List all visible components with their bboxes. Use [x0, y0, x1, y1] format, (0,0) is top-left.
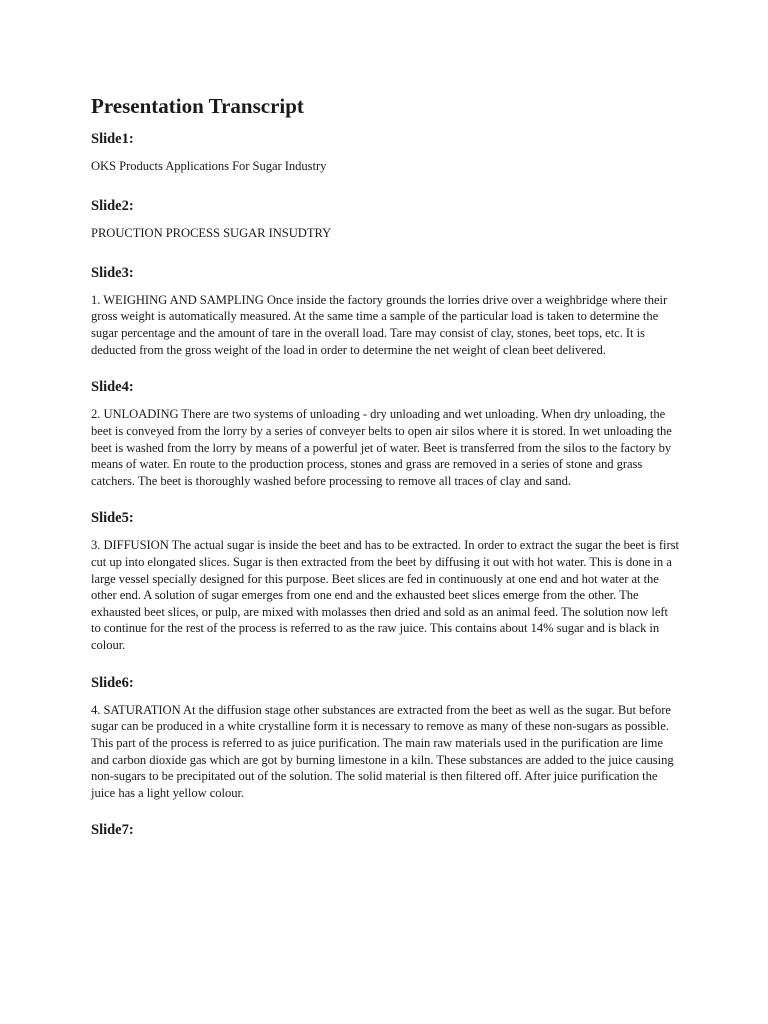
transcript-page: [91, 93, 679, 849]
slide-text: 3. DIFFUSION The actual sugar is inside the beet and has to be extracted. In order to extract the sugar the beet is first cut up into elongated slices. Sugar is then extracted from the beet by diffusing it out with hot water. This is done in a large vessel specially designed for this purpose. Beet slices are fed in continuously at one end and hot water at the other end. A solution of sugar emerges from one end and the exhausted beet slices emerge from the other. The exhausted beet slices, or pulp, are mixed with molasses then dried and sold as an animal feed. The solution now left to continue for the rest of the process is referred to as the raw juice. This contains about 14% sugar and is black in colour.: [91, 538, 679, 653]
slide-section-4: [91, 378, 679, 489]
slide-heading: Slide4:: [91, 379, 134, 396]
slide-text: 2. UNLOADING There are two systems of unloading - dry unloading and wet unloading. When dry unloading, the beet is conveyed from the lorry by a series of conveyer belts to open air silos where it is stored. In wet unloading the beet is washed from the lorry by means of a powerful jet of water. Beet is transferred from the silos to the factory by means of water. En route to the production process, stones and grass are removed in a series of stone and grass catchers. The beet is thoroughly washed before processing to remove all traces of clay and sand.: [91, 407, 672, 488]
slide-text: OKS Products Applications For Sugar Industry: [91, 159, 327, 174]
slide-section-7: [91, 821, 679, 839]
slide-text: PROUCTION PROCESS SUGAR INSUDTRY: [91, 226, 332, 241]
slide-heading: Slide5:: [91, 510, 134, 527]
slide-section-1: [91, 130, 679, 175]
slide-heading: Slide2:: [91, 198, 134, 215]
document-title: Presentation Transcript: [91, 94, 304, 118]
slide-heading: Slide6:: [91, 674, 134, 691]
slide-section-5: [91, 509, 679, 653]
slide-section-2: [91, 197, 679, 242]
slide-section-6: [91, 674, 679, 802]
slide-section-3: [91, 264, 679, 359]
slide-text: 1. WEIGHING AND SAMPLING Once inside the factory grounds the lorries drive over a weighbridge where their gross weight is automatically measured. At the same time a sample of the particular load is taken to determine the sugar percentage and the amount of tare in the overall load. Tare may consist of clay, stones, beet tops, etc. It is deducted from the gross weight of the load in order to determine the net weight of clean beet delivered.: [91, 292, 668, 357]
slide-heading: Slide3:: [91, 264, 134, 281]
slide-heading: Slide7:: [91, 822, 134, 839]
slide-text: 4. SATURATION At the diffusion stage other substances are extracted from the beet as well as the sugar. But before sugar can be produced in a white crystalline form it is necessary to remove as many of these non-sugars as possible. This part of the process is referred to as juice purification. The main raw materials used in the purification are lime and carbon dioxide gas which are got by burning limestone in a kiln. These substances are added to the juice causing non-sugars to be precipitated out of the solution. The solid material is then filtered off. After juice purification the juice has a light yellow colour.: [91, 702, 674, 800]
slide-heading: Slide1:: [91, 131, 134, 148]
